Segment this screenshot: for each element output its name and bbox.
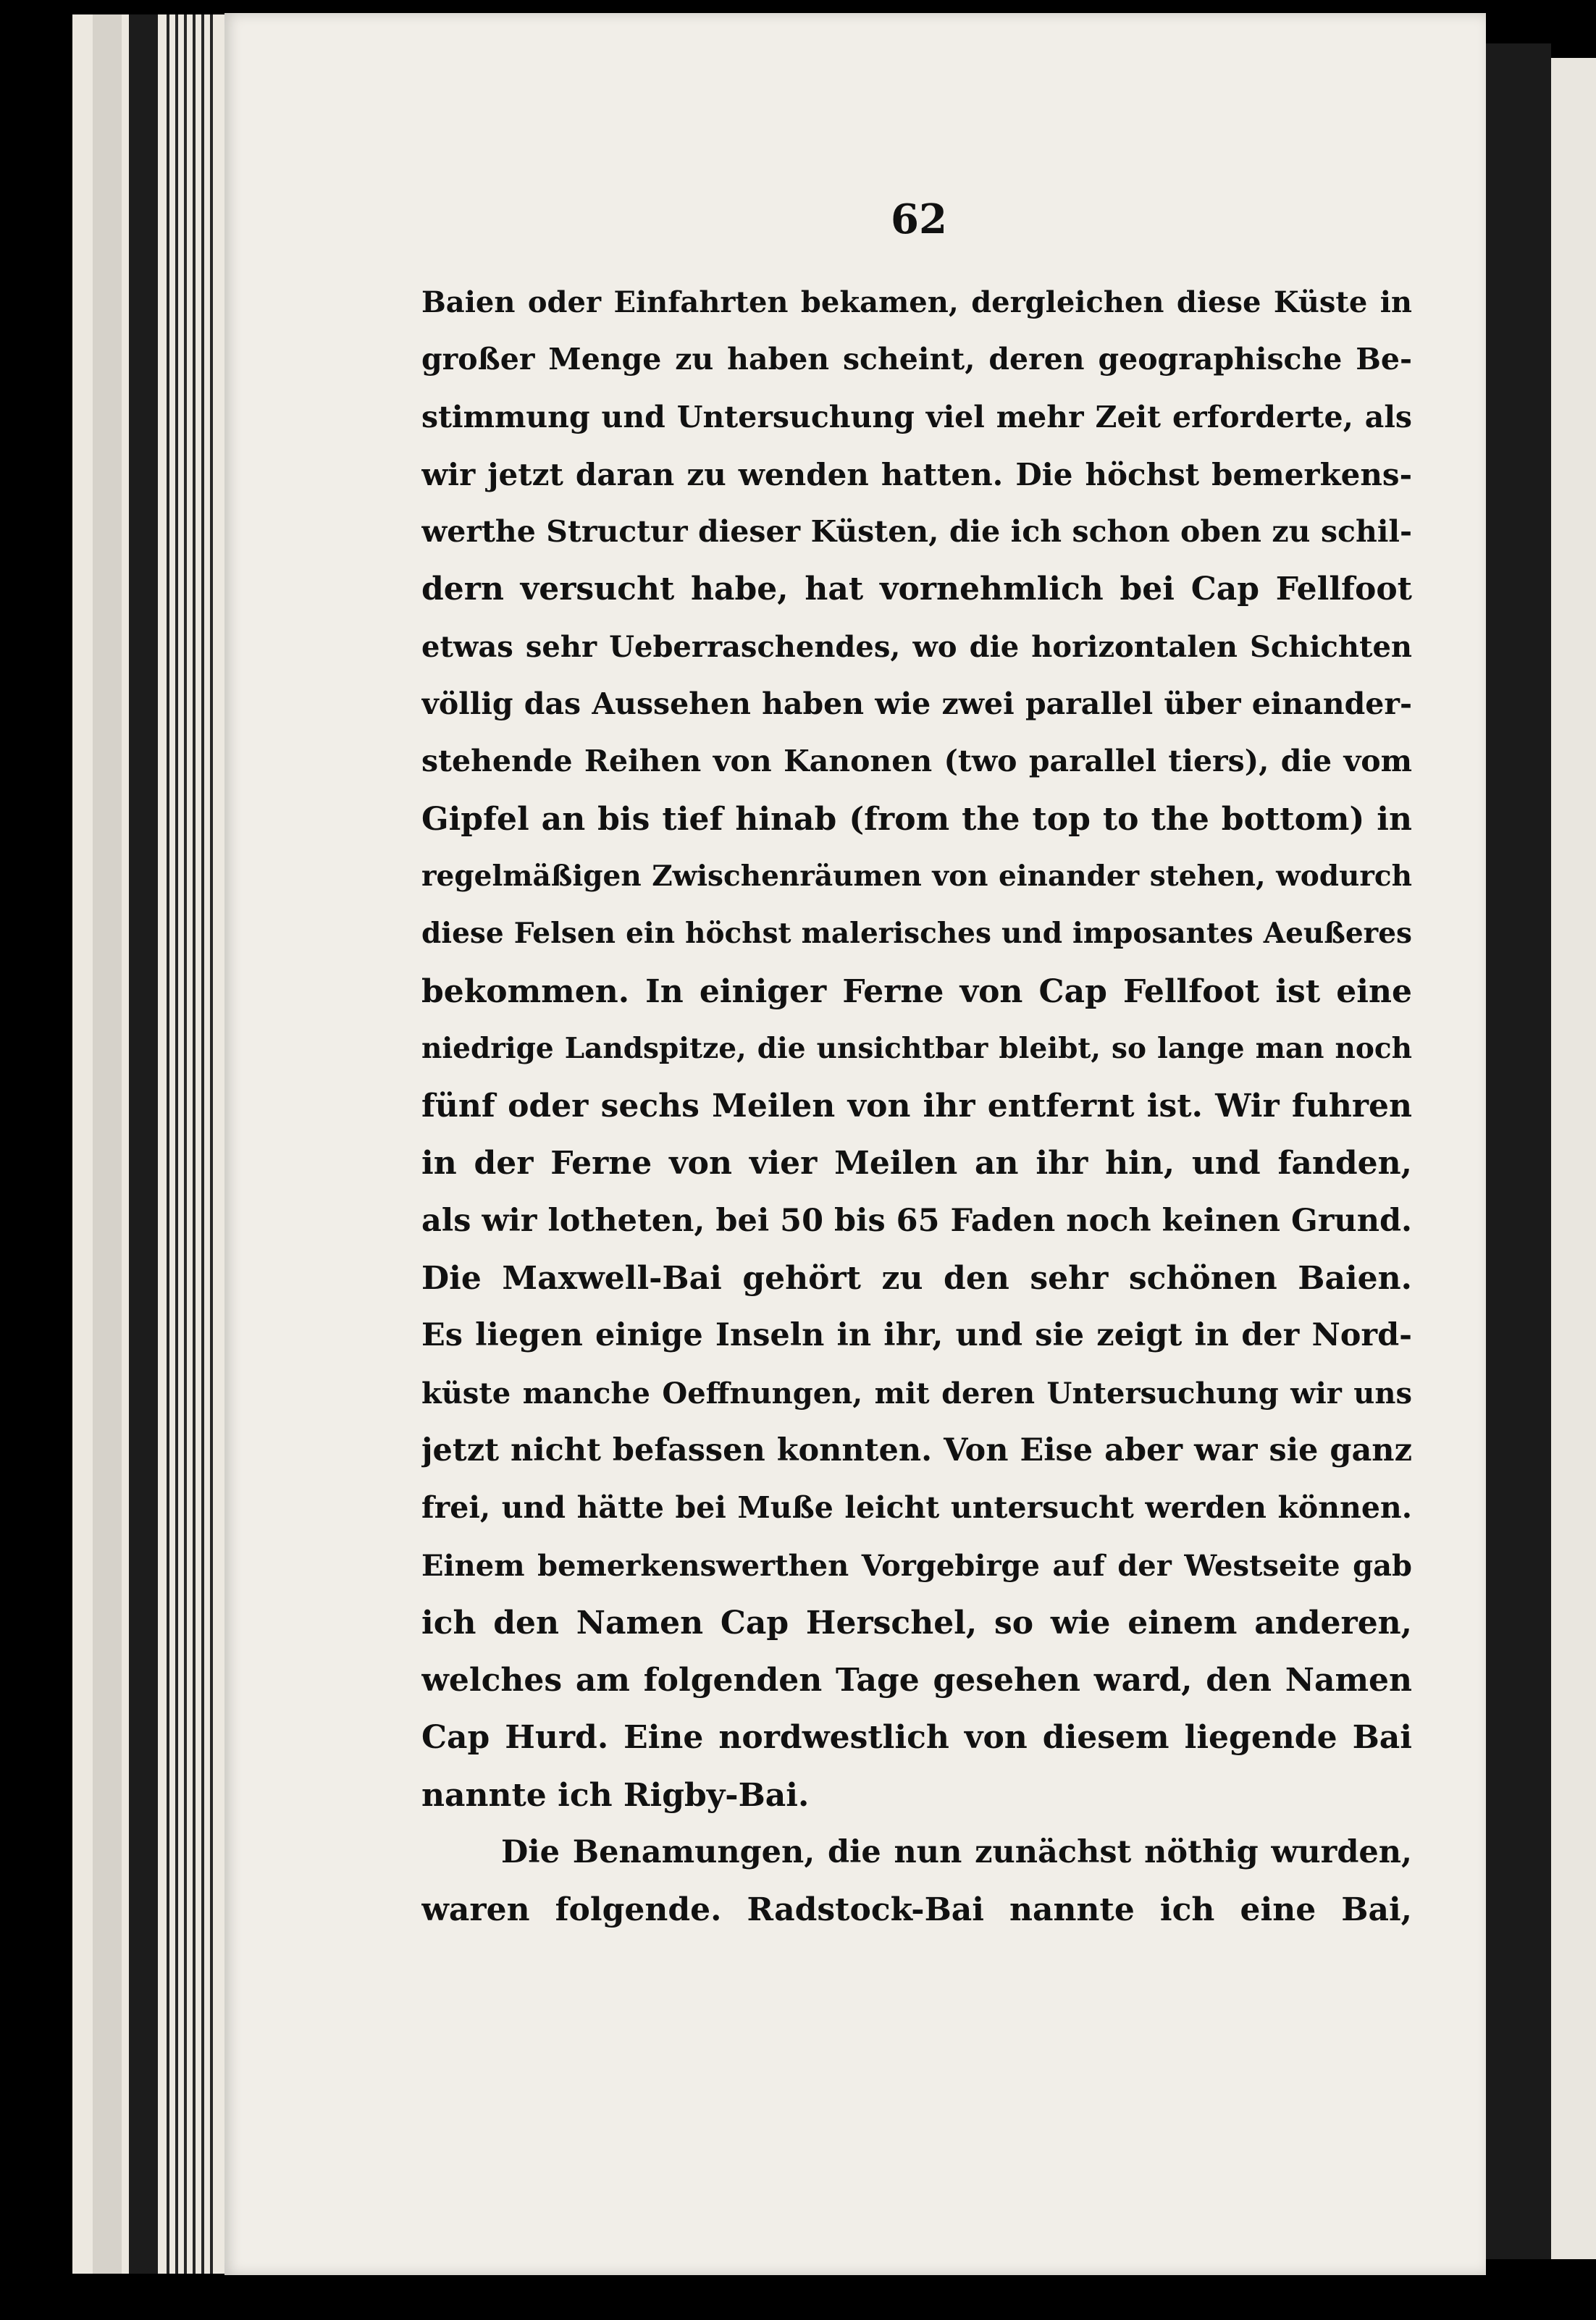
text-line: werthe Structur dieser Küsten, die ich schon oben zu schil- bbox=[421, 514, 1412, 550]
facing-page-edge bbox=[1486, 43, 1551, 2259]
page-stack-line bbox=[210, 14, 213, 2274]
text-line: etwas sehr Ueberraschendes, wo die horizontalen Schichten bbox=[421, 629, 1412, 664]
text-line: fünf oder sechs Meilen von ihr entfernt ist. Wir fuhren bbox=[421, 1088, 1412, 1125]
text-line: Cap Hurd. Eine nordwestlich von diesem liegende Bai bbox=[421, 1719, 1412, 1757]
text-line: stehende Reihen von Kanonen (two parallel tiers), die vom bbox=[421, 744, 1412, 779]
page-number: 62 bbox=[891, 196, 947, 243]
page-stack-line bbox=[193, 14, 196, 2274]
text-line: jetzt nicht befassen konnten. Von Eise aber war sie ganz bbox=[421, 1432, 1412, 1468]
page-stack-dark bbox=[129, 14, 158, 2274]
text-line: niedrige Landspitze, die unsichtbar bleibt, so lange man noch bbox=[421, 1031, 1412, 1065]
text-line: wir jetzt daran zu wenden hatten. Die höchst bemerkens- bbox=[421, 456, 1412, 492]
book-binding-edge bbox=[72, 14, 239, 2274]
text-line: stimmung und Untersuchung viel mehr Zeit erforderte, als bbox=[421, 399, 1412, 434]
page-stack-line bbox=[167, 14, 169, 2274]
text-line: ich den Namen Cap Herschel, so wie einem anderen, bbox=[421, 1604, 1412, 1642]
text-line: Einem bemerkenswerthen Vorgebirge auf der Westseite gab bbox=[421, 1548, 1412, 1583]
text-line: völlig das Aussehen haben wie zwei parallel über einander- bbox=[421, 686, 1412, 722]
text-line: Baien oder Einfahrten bekamen, dergleichen diese Küste in bbox=[421, 285, 1412, 319]
text-line: frei, und hätte bei Muße leicht untersucht werden können. bbox=[421, 1490, 1412, 1526]
text-line: Die Benamungen, die nun zunächst nöthig wurden, bbox=[501, 1834, 1412, 1871]
text-line: waren folgende. Radstock-Bai nannte ich eine Bai, bbox=[421, 1891, 1412, 1929]
body-text bbox=[421, 274, 1412, 1939]
facing-page-sliver bbox=[1551, 58, 1596, 2259]
text-line: regelmäßigen Zwischenräumen von einander stehen, wodurch bbox=[421, 859, 1412, 893]
text-line: welches am folgenden Tage gesehen ward, den Namen bbox=[421, 1662, 1412, 1699]
text-line: Die Maxwell-Bai gehört zu den sehr schönen Baien. bbox=[421, 1260, 1412, 1298]
text-line: Es liegen einige Inseln in ihr, und sie zeigt in der Nord- bbox=[421, 1317, 1412, 1354]
page-stack-line bbox=[175, 14, 178, 2274]
text-line: küste manche Oeffnungen, mit deren Untersuchung wir uns bbox=[421, 1376, 1412, 1411]
text-line: dern versucht habe, hat vornehmlich bei Cap Fellfoot bbox=[421, 571, 1412, 608]
text-line: diese Felsen ein höchst malerisches und imposantes Aeußeres bbox=[421, 917, 1412, 951]
text-line: Gipfel an bis tief hinab (from the top to the bottom) in bbox=[421, 800, 1412, 838]
text-line: als wir lotheten, bei 50 bis 65 Faden noch keinen Grund. bbox=[421, 1202, 1412, 1239]
page-stack-line bbox=[184, 14, 187, 2274]
text-line: nannte ich Rigby-Bai. bbox=[421, 1776, 810, 1814]
page-stack-line bbox=[201, 14, 204, 2274]
text-line: in der Ferne von vier Meilen an ihr hin, und fanden, bbox=[421, 1145, 1412, 1182]
text-line: bekommen. In einiger Ferne von Cap Fellfoot ist eine bbox=[421, 972, 1412, 1010]
page-stack-light bbox=[93, 14, 122, 2274]
text-line: großer Menge zu haben scheint, deren geographische Be- bbox=[421, 342, 1412, 377]
